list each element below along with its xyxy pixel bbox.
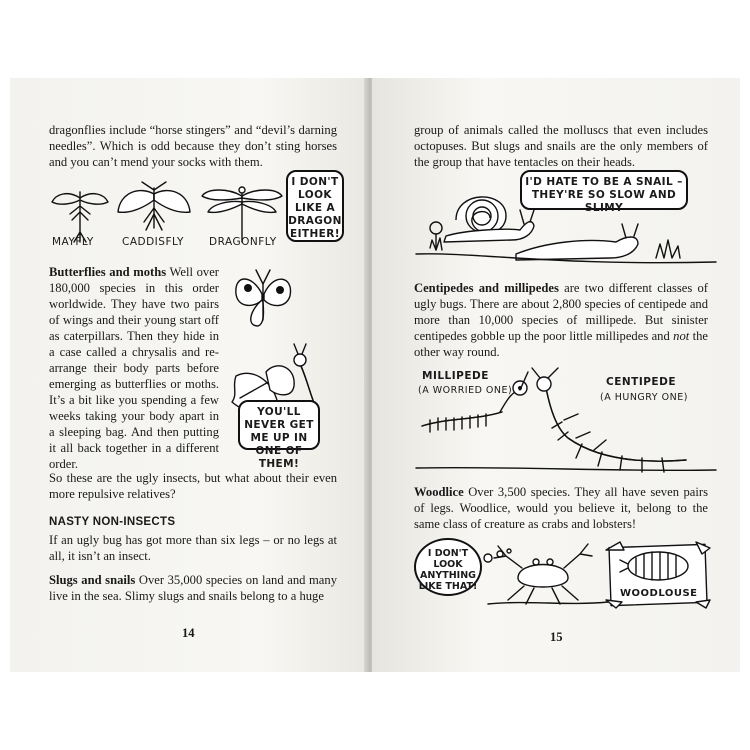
open-book: [0, 78, 750, 672]
paragraph-woodlice: [414, 484, 708, 532]
centipedes-text-a: are two different classes of ugly bugs. There are about 2,800 species of centipede and more than 10,000 species of millipede. But sinister centipedes gobble up the poor little millipedes and: [414, 281, 709, 343]
centipede-sublabel: (A HUNGRY ONE): [600, 392, 688, 403]
caddisfly-illustration: [114, 182, 194, 242]
woodlice-text: Over 3,500 species. They all have seven pairs of legs. Woodlice, would you believe it, belong to the same class of creature as crabs and lobsters!: [414, 485, 708, 531]
woodlouse-label: WOODLOUSE: [620, 588, 698, 599]
page-number-right: 15: [550, 630, 563, 644]
centipede-label: CENTIPEDE: [606, 376, 676, 388]
millipede-label: MILLIPEDE: [422, 370, 489, 382]
centipedes-not: not: [673, 329, 690, 343]
crab-illustration: [488, 538, 608, 608]
centipedes-text-b: the other way round.: [414, 329, 708, 359]
heading-slugs: Slugs and snails: [49, 573, 136, 587]
heading-centipedes: Centipedes and millipedes: [414, 281, 559, 295]
crab-thought-bubble: I DON'T LOOK ANYTHING LIKE THAT!: [414, 538, 482, 596]
paragraph-ugly-insects: So these are the ugly insects, but what about their even more repulsive relatives?: [49, 471, 337, 501]
dragonfly-caption: DRAGONFLY: [209, 236, 277, 248]
butterfly-illustration: [228, 264, 298, 334]
heading-butterflies: Butterflies and moths: [49, 265, 167, 279]
heading-nasty-non-insects: NASTY NON-INSECTS: [49, 516, 176, 528]
right-page: [372, 78, 740, 672]
paragraph-dragonflies: dragonflies include “horse stingers” and “devil’s darning needles”. Which is odd because they don’t sting horses and you can’t mend your socks with them.: [49, 123, 337, 169]
page-number-left: 14: [182, 626, 195, 640]
paragraph-slugs: [49, 572, 337, 604]
left-page: [10, 78, 368, 672]
millipede-centipede-illustration: [416, 368, 716, 478]
snail-speech-bubble: I'D HATE TO BE A SNAIL – THEY'RE SO SLOW AND SLIMY: [520, 170, 688, 210]
dragonfly-illustration: [200, 182, 284, 244]
paragraph-nasty: If an ugly bug has got more than six legs – or no legs at all, it isn’t an insect.: [49, 533, 337, 563]
mayfly-caption: MAYFLY: [52, 236, 94, 248]
paragraph-butterflies: [49, 264, 219, 472]
heading-woodlice: Woodlice: [414, 485, 464, 499]
paragraph-centipedes: [414, 280, 708, 360]
caterpillar-speech-bubble: YOU'LL NEVER GET ME UP IN ONE OF THEM!: [238, 400, 320, 450]
butterflies-text: Well over 180,000 species in this order worldwide. They have two pairs of wings and their young start off as caterpillars. Then they hide in a case called a chrysalis and re-arrange their body parts before emerging as butterflies or moths. It’s a bit like you spending a few weeks taking your body apart in a sleeping bag. And then putting it all back together in a different order.: [49, 265, 219, 471]
dragonfly-speech-bubble: I DON'T LOOK LIKE A DRAGON EITHER!: [286, 170, 344, 242]
slugs-text: Over 35,000 species on land and many live in the sea. Slimy slugs and snails belong to a huge: [49, 573, 337, 603]
mayfly-illustration: [50, 184, 110, 244]
paragraph-molluscs: group of animals called the molluscs that even includes octopuses. But slugs and snails are the only members of the group that have tentacles on their heads.: [414, 123, 708, 169]
millipede-sublabel: (A WORRIED ONE): [418, 385, 513, 396]
caddisfly-caption: CADDISFLY: [122, 236, 184, 248]
